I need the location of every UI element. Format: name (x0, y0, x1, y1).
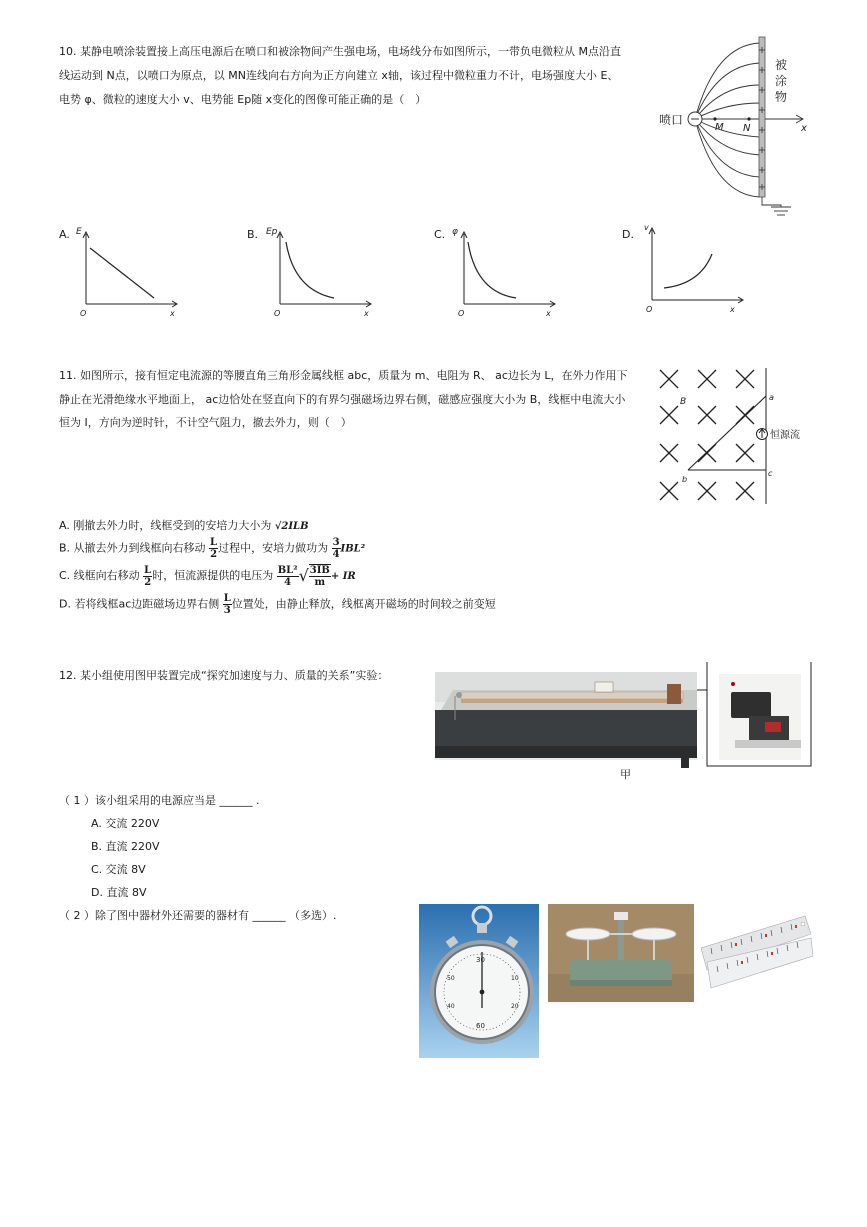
ruler-photo (701, 910, 813, 992)
target-label-2: 涂 (775, 74, 788, 88)
field-crosses (660, 370, 754, 500)
option-d-text: D. 若将线框ac边距磁场边界右侧 (59, 597, 223, 611)
option-b-fraction-1: $\frac{L}{2}$ (210, 537, 218, 560)
q10-text-line-2: 线运动到 N点，以喷口为原点，以 MN连线向右方向为正方向建立 x轴，该过程中微粒重力不计，电场强度大小 E、 (59, 69, 619, 82)
field-lines (695, 43, 760, 197)
q12-figure-caption: 甲 (620, 768, 631, 781)
point-n-label: N (743, 123, 751, 134)
q10-field-diagram (655, 35, 820, 220)
label-b: b (682, 475, 688, 484)
svg-text:O: O (646, 305, 653, 314)
timer-on-track (667, 684, 681, 704)
option-c-fraction-1: $\frac{L}{2}$ (144, 564, 152, 588)
cart (595, 682, 613, 692)
label-a: a (769, 393, 774, 402)
label-c: c (768, 469, 773, 478)
q11-text-line-1: 11. 如图所示，接有恒定电流源的等腰直角三角形金属线框 abc，质量为 m、电阻为 R、 ac边长为 L，在外力作用下 (59, 369, 628, 382)
label-b-field: B (680, 397, 687, 407)
target-label-3: 物 (775, 90, 788, 104)
option-b-text: B. 从撤去外力到线框向右移动 (59, 541, 210, 555)
q11-option-d[interactable]: D. 若将线框ac边距磁场边界右侧 $\frac{L}{3}$ 位置处，由静止释放，线框离开磁场的时间较之前变短 (59, 593, 496, 616)
q10-option-d-letter[interactable]: D. (622, 228, 634, 241)
q11-text-line-2: 静止在光滑绝缘水平地面上， ac边恰处在竖直向下的有界匀强磁场边界右侧，磁感应强度大小为 B，线框中电流大小 (59, 393, 626, 406)
option-c-fraction-2: $\frac{\text{BL²}}{4}$ (277, 564, 298, 588)
power-supply-box (731, 692, 771, 718)
point-m-dot (713, 117, 716, 120)
svg-text:40: 40 (447, 1003, 455, 1010)
svg-text:Ep: Ep (266, 227, 278, 237)
svg-text:O: O (80, 309, 87, 318)
svg-text:x: x (730, 305, 735, 314)
q12-sub1-option-c[interactable]: C. 交流 8V (91, 863, 146, 876)
option-c-text: C. 线框向右移动 (59, 569, 144, 582)
balance-base (570, 960, 672, 982)
axis-x-label: x (801, 123, 807, 134)
nozzle-label: 喷口 (659, 113, 684, 127)
q11-option-b[interactable]: B. 从撤去外力到线框向右移动 $\frac{L}{2}$ 过程中，安培力做功为 $\frac{3}{4}$ IBL² (59, 537, 366, 560)
q10-option-b-letter[interactable]: B. (247, 228, 259, 241)
svg-text:50: 50 (447, 975, 455, 982)
q10-option-a-graph (72, 222, 187, 318)
q12-apparatus-photo (435, 662, 813, 768)
graph-curve (664, 254, 712, 288)
q10-text-line-1: 10. 某静电喷涂装置接上高压电源后在喷口和被涂物间产生强电场，电场线分布如图所示，一带负电微粒从 M点沿直 (59, 45, 621, 58)
q12-sub2-text: （ 2 ）除了图中器材外还需要的器材有 ______ （多选）. (59, 909, 337, 922)
graph-curve (286, 242, 334, 298)
stopwatch-photo (419, 904, 539, 1058)
q10-option-c-graph (450, 222, 565, 318)
q12-sub1-option-d[interactable]: D. 直流 8V (91, 886, 147, 899)
q10-option-b-graph (266, 222, 381, 318)
svg-text:20: 20 (511, 1003, 519, 1010)
option-c-root-fraction: $\frac{3IB}{m}$ (309, 565, 330, 588)
right-pan (632, 928, 676, 940)
svg-text:O: O (274, 309, 281, 318)
svg-text:E: E (76, 227, 82, 237)
q10-text-line-3: 电势 φ、微粒的速度大小 v、电势能 Ep随 x变化的图像可能正确的是（ ） (59, 93, 427, 106)
q12-intro-text: 12. 某小组使用图甲装置完成“探究加速度与力、质量的关系”实验： (59, 669, 389, 682)
svg-text:v: v (644, 223, 649, 232)
option-a-math: √2ILB (274, 521, 309, 532)
q11-option-a[interactable] (59, 514, 309, 538)
target-label-1: 被 (775, 58, 788, 72)
q11-text-line-3: 恒为 I，方向为逆时针，不计空气阻力，撤去外力，则（ ） (59, 416, 352, 429)
q11-field-diagram (652, 362, 812, 508)
q11-option-c[interactable]: C. 线框向右移动 $\frac{L}{2}$ 时，恒流源提供的电压为 $\frac{\text{BL²}}{4}$ √ $\frac{3IB}{m}$ + IR (59, 564, 356, 588)
svg-text:10: 10 (511, 975, 519, 982)
balance-scale-photo (548, 904, 694, 1002)
graph-curve (468, 242, 516, 298)
svg-text:φ: φ (452, 227, 458, 237)
graph-curve (90, 248, 154, 298)
q12-sub1-text: （ 1 ）该小组采用的电源应当是 ______ . (59, 794, 260, 807)
sqrt-icon: √ (298, 566, 309, 585)
point-n-dot (747, 117, 750, 120)
svg-text:x: x (364, 309, 369, 318)
q12-sub1-option-a[interactable]: A. 交流 220V (91, 817, 160, 830)
q12-sub1-option-b[interactable]: B. 直流 220V (91, 840, 160, 853)
option-a-text: A. 刚撤去外力时，线框受到的安培力大小为 (59, 519, 275, 532)
current-source-label: 恒源流 (770, 430, 800, 441)
q10-option-d-graph (638, 218, 753, 314)
ground-symbol (762, 197, 791, 215)
q10-option-c-letter[interactable]: C. (434, 228, 446, 241)
track-rail (461, 692, 683, 699)
point-m-label: M (715, 122, 724, 133)
svg-text:30: 30 (476, 956, 485, 964)
svg-text:60: 60 (476, 1022, 485, 1030)
svg-text:x: x (170, 309, 175, 318)
left-pan (566, 928, 610, 940)
option-d-fraction: $\frac{L}{3}$ (223, 593, 231, 616)
svg-text:O: O (458, 309, 465, 318)
q10-option-a-letter[interactable]: A. (59, 228, 70, 241)
option-b-fraction-2: $\frac{3}{4}$ (332, 537, 340, 560)
svg-text:x: x (546, 309, 551, 318)
